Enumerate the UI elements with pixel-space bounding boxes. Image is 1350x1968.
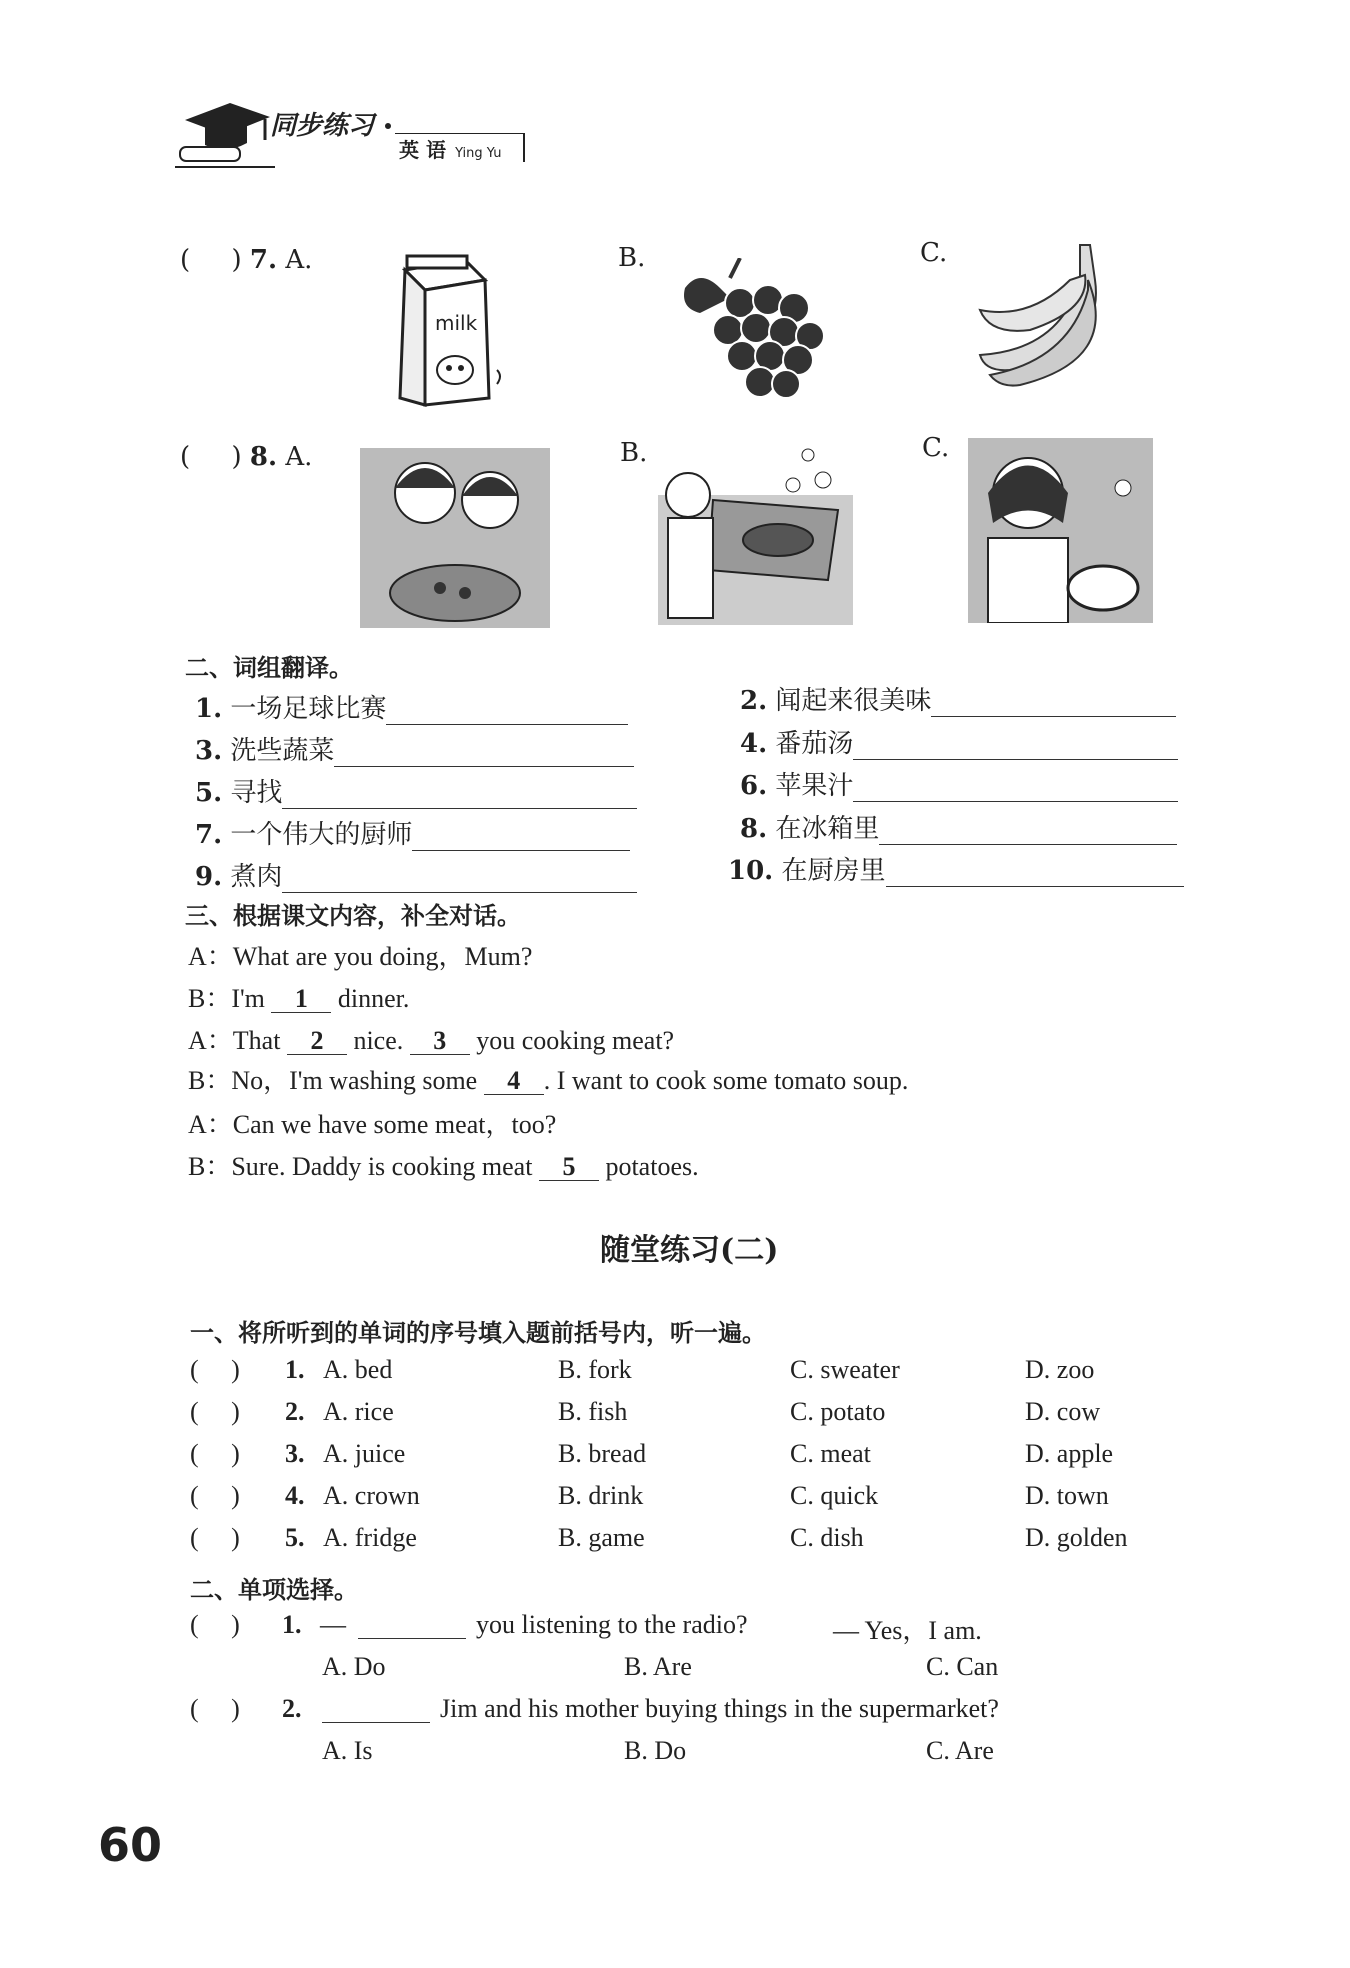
boy-cooking-icon <box>658 440 853 625</box>
option-a[interactable]: A. Is <box>322 1736 373 1765</box>
answer-line[interactable] <box>358 1614 466 1639</box>
dialogue-blank[interactable]: 5 <box>539 1154 599 1181</box>
answer-line[interactable] <box>386 700 628 725</box>
woman-cooking-icon <box>968 438 1153 623</box>
milk-text: milk <box>435 311 478 335</box>
dialogue-line-2: B：I'm 1 dinner. <box>188 984 410 1013</box>
choice-question-2: ( ) 2. Jim and his mother buying things in the supermarket? <box>190 1694 999 1723</box>
answer-bracket[interactable]: ( ) <box>180 442 242 472</box>
subject-label: 英 语 <box>399 138 446 162</box>
listening-row-4: ( ) 4. A. crown B. drink C. quick D. town <box>190 1481 1109 1510</box>
listening-row-3: ( ) 3. A. juice B. bread C. meat D. apple <box>190 1439 1114 1468</box>
question-number: 7. <box>249 245 278 275</box>
dialogue-blank[interactable]: 1 <box>271 986 331 1013</box>
dialogue-blank[interactable]: 3 <box>410 1028 470 1055</box>
listening-row-1: ( ) 1. A. bed B. fork C. sweater D. zoo <box>190 1355 1095 1384</box>
answer-bracket[interactable]: ( ) <box>190 1610 240 1639</box>
translation-item-1: 1. 一场足球比赛 <box>195 688 645 725</box>
translation-item-10: 10. 在厨房里 <box>728 850 1193 887</box>
answer-bracket[interactable]: ( ) <box>190 1439 240 1468</box>
option-b[interactable]: B. Are <box>624 1652 692 1681</box>
translation-item-5: 5. 寻找 <box>195 772 645 809</box>
dialogue-line-4: B：No，I'm washing some 4 . I want to cook some tomato soup. <box>188 1066 909 1095</box>
page-number: 60 <box>98 1818 163 1872</box>
answer-line[interactable] <box>334 742 634 767</box>
translation-item-8: 8. 在冰箱里 <box>740 808 1190 845</box>
section2-title: 二、词组翻译。 <box>185 654 353 682</box>
dialogue-blank[interactable]: 2 <box>287 1028 347 1055</box>
dialogue-line-6: B：Sure. Daddy is cooking meat 5 potatoes. <box>188 1152 699 1181</box>
option-label: A. <box>285 442 313 472</box>
answer-bracket[interactable]: ( ) <box>180 245 242 275</box>
answer-bracket[interactable]: ( ) <box>190 1694 240 1723</box>
dialogue-line-3: A：That 2 nice. 3 you cooking meat? <box>188 1026 675 1055</box>
answer-bracket[interactable]: ( ) <box>190 1523 240 1552</box>
option-label-c: C. <box>922 433 950 463</box>
children-mixing-food-icon <box>360 448 550 628</box>
translation-item-4: 4. 番茄汤 <box>740 723 1190 760</box>
translation-item-2: 2. 闻起来很美味 <box>740 680 1190 717</box>
dot-separator <box>385 123 391 129</box>
choice-title: 二、单项选择。 <box>190 1576 358 1604</box>
question-8 <box>180 442 312 472</box>
answer-bracket[interactable]: ( ) <box>190 1397 240 1426</box>
answer-line[interactable] <box>412 826 630 851</box>
option-label-b: B. <box>618 243 646 273</box>
listening-row-2: ( ) 2. A. rice B. fish C. potato D. cow <box>190 1397 1101 1426</box>
answer-line[interactable] <box>886 862 1184 887</box>
listening-title: 一、将所听到的单词的序号填入题前括号内，听一遍。 <box>190 1319 766 1347</box>
section3-title: 三、根据课文内容，补全对话。 <box>185 902 521 930</box>
translation-item-7: 7. 一个伟大的厨师 <box>195 814 645 851</box>
subject-box <box>395 133 525 162</box>
practice-title: 随堂练习(二) <box>600 1233 779 1268</box>
translation-item-9: 9. 煮肉 <box>195 856 645 893</box>
milk-carton-icon <box>385 250 515 410</box>
header <box>175 95 535 175</box>
answer-line[interactable] <box>853 735 1178 760</box>
answer-line[interactable] <box>853 777 1178 802</box>
question-7 <box>180 245 312 275</box>
answer-line[interactable] <box>282 868 637 893</box>
dialogue-line-5: A：Can we have some meat，too? <box>188 1110 557 1139</box>
translation-item-6: 6. 苹果汁 <box>740 765 1190 802</box>
dialogue-blank[interactable]: 4 <box>484 1068 544 1095</box>
answer-line[interactable] <box>322 1698 430 1723</box>
answer-bracket[interactable]: ( ) <box>190 1481 240 1510</box>
option-b[interactable]: B. Do <box>624 1736 687 1765</box>
subject-pinyin: Ying Yu <box>455 146 502 161</box>
option-label-c: C. <box>920 238 948 268</box>
choice-options-2 <box>190 1736 1200 1770</box>
option-a[interactable]: A. Do <box>322 1652 386 1681</box>
answer-line[interactable] <box>879 820 1177 845</box>
question-number: 8. <box>249 442 278 472</box>
bananas-icon <box>970 240 1135 390</box>
option-label-b: B. <box>620 438 648 468</box>
grapes-icon <box>670 258 830 408</box>
dialogue-line-1: A：What are you doing，Mum? <box>188 942 533 971</box>
choice-options-1 <box>190 1652 1200 1686</box>
option-c[interactable]: C. Are <box>926 1736 994 1765</box>
series-title: 同步练习 <box>270 111 375 141</box>
answer-bracket[interactable]: ( ) <box>190 1355 240 1384</box>
answer-line[interactable] <box>931 692 1176 717</box>
graduation-cap-icon <box>175 95 275 170</box>
option-label: A. <box>285 245 313 275</box>
choice-question-1: ( ) 1. — you listening to the radio? — Yes，I am. <box>190 1610 982 1645</box>
translation-item-3: 3. 洗些蔬菜 <box>195 730 645 767</box>
answer-line[interactable] <box>282 784 637 809</box>
listening-row-5: ( ) 5. A. fridge B. game C. dish D. golden <box>190 1523 1128 1552</box>
option-c[interactable]: C. Can <box>926 1652 999 1681</box>
